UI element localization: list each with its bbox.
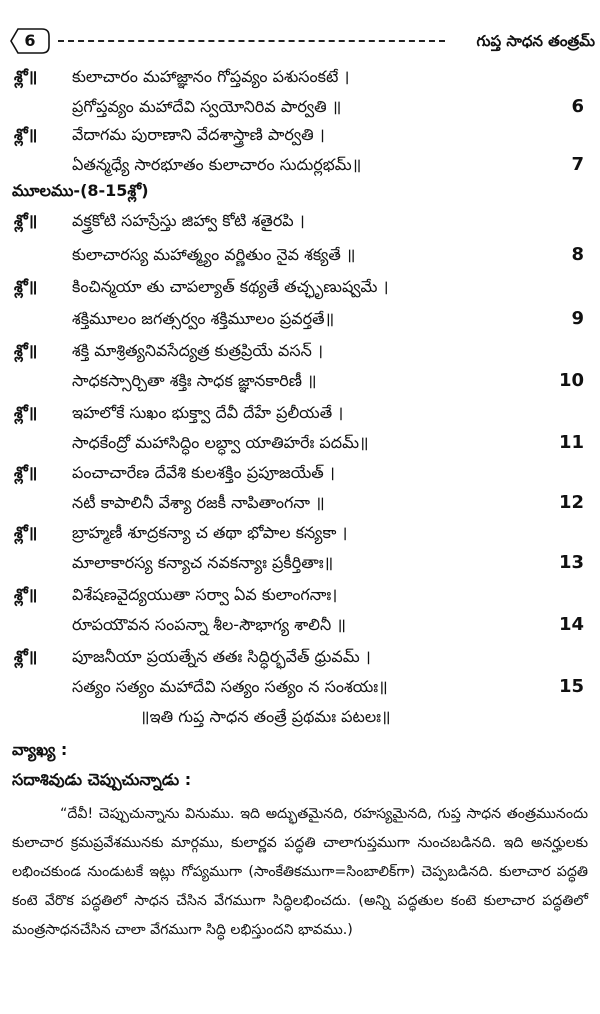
verse-text: మాలాకారస్య కన్యాచ నవకన్యాః ప్రకీర్తితాః॥ — [72, 553, 334, 572]
verse-marker: శ్లో॥ — [14, 211, 38, 230]
verse-text: ప్రగోప్తవ్యం మహాదేవి స్వయోనిరివ పార్వతి ॥ — [72, 97, 342, 116]
verse-text: సాధకేంద్రో మహాసిద్ధిం లబ్ధ్వా యాతిహరేః పదమ్॥ — [72, 433, 369, 452]
verse-line — [0, 580, 600, 610]
verse-text: శక్తి మాశ్రిత్యనివసేద్యత్ర కుత్రప్రియే వసన్ । — [72, 341, 324, 360]
verse-text: కించిన్మయా తు చాపల్యాత్ కథ్యతే తచ్ఛృణుష్వమే । — [72, 277, 389, 296]
verse-number: 13 — [558, 552, 584, 573]
verse-line — [0, 206, 600, 236]
verse-marker: శ్లో॥ — [14, 647, 38, 666]
verse-number: 10 — [558, 370, 584, 391]
verse-text: కులాచారస్య మహాత్మ్యం వర్ణితుం నైవ శక్యతే ॥ — [72, 245, 356, 264]
verse-text: సాధకస్సార్చితా శక్తిః సాధక జ్ఞానకారిణీ ॥ — [72, 371, 317, 390]
verse-line — [0, 518, 600, 548]
verse-text: ఏతన్మధ్యే సారభూతం కులాచారం సుదుర్లభమ్॥ — [72, 155, 362, 174]
verse-line — [0, 610, 600, 640]
verse-number: 11 — [558, 432, 584, 453]
header-dashed-rule — [58, 40, 445, 42]
verse-line — [0, 672, 600, 702]
commentary-speaker: సదాశివుడు చెప్పుచున్నాడు : — [12, 770, 192, 789]
verse-line — [0, 548, 600, 578]
verse-line — [0, 62, 600, 92]
verse-line — [0, 398, 600, 428]
verse-text: విశేషణవైద్యయుతా సర్వా ఏవ కులాంగనాః। — [72, 585, 338, 604]
verse-marker: శ్లో॥ — [14, 463, 38, 482]
verse-marker: శ్లో॥ — [14, 277, 38, 296]
page-number-badge — [10, 28, 50, 54]
verse-marker: శ్లో॥ — [14, 341, 38, 360]
verse-number: 6 — [571, 96, 584, 117]
verse-number: 12 — [558, 492, 584, 513]
verse-marker: శ్లో॥ — [14, 585, 38, 604]
verse-text: శక్తిమూలం జగత్సర్వం శక్తిమూలం ప్రవర్తతే॥ — [72, 309, 335, 328]
verse-text: బ్రాహ్మణీ శూద్రకన్యా చ తథా భోపాల కన్యకా । — [72, 523, 348, 542]
verse-text: రూపయౌవన సంపన్నా శీల-సౌభాగ్య శాలినీ ॥ — [72, 615, 346, 634]
verse-number: 8 — [571, 244, 584, 265]
page-number: 6 — [24, 31, 36, 50]
verse-line — [0, 272, 600, 302]
verse-text: పంచాచారేణ దేవేశి కులశక్తిం ప్రపూజయేత్ । — [72, 463, 335, 482]
verse-text: వక్త్రకోటి సహస్రేస్తు జిహ్వా కోటి శతైరపి । — [72, 211, 305, 230]
verse-marker: శ్లో॥ — [14, 403, 38, 422]
verse-marker: శ్లో॥ — [14, 67, 38, 86]
section-heading: మూలము-(8-15శ్లో) — [12, 181, 149, 200]
verse-line — [0, 304, 600, 334]
commentary-label: వ్యాఖ్య : — [12, 740, 68, 759]
verse-line — [0, 92, 600, 122]
chapter-colophon: ॥ఇతి గుప్త సాధన తంత్రే ప్రథమః పటలః॥ — [140, 707, 391, 726]
verse-text: కులాచారం మహాజ్ఞానం గోప్తవ్యం పశుసంకటే । — [72, 67, 350, 86]
verse-number: 14 — [558, 614, 584, 635]
commentary-body — [12, 800, 588, 945]
book-title: గుప్త సాధన తంత్రమ్ — [476, 32, 595, 50]
verse-number: 9 — [571, 308, 584, 329]
verse-line — [0, 336, 600, 366]
verse-text: సత్యం సత్యం మహాదేవి సత్యం సత్యం న సంశయః॥ — [72, 677, 388, 696]
verse-line — [0, 428, 600, 458]
verse-marker: శ్లో॥ — [14, 523, 38, 542]
commentary-paragraph: “దేవీ! చెప్పుచున్నాను వినుము. ఇది అద్భుతమైనది, రహస్యమైనది, గుప్త సాధన తంత్రమునందు కులాచార క్రమప్రవేశమునకు మార్గము, కులార్ణవ పద్ధతి చాలాగుప్తముగా నుంచబడినది. ఇది అనర్హులకు లభించకుండ నుండుటకే ఇట్లు గోప్యముగా (సాంకేతికముగా=సింబాలిక్‌గా) చెప్పబడినది. కులాచార పద్ధతి కంటె వేరొక పద్ధతిలో సాధన చేసిన వేగముగా సిద్ధిలభించదు. (అన్ని పద్ధతుల కంటె కులాచార పద్ధతిలో మంత్రసాధనచేసిన చాలా వేగముగా సిద్ధి లభిస్తుందని భావము.) — [12, 806, 588, 938]
verse-number: 7 — [571, 154, 584, 175]
verse-text: వేదాగమ పురాణాని వేదశాస్త్రాణి పార్వతి । — [72, 125, 325, 144]
page-header — [10, 28, 595, 54]
verse-text: నటీ కాపాలినీ వేశ్యా రజకీ నాపితాంగనా ॥ — [72, 493, 325, 512]
verse-line — [0, 120, 600, 150]
verse-text: పూజనీయా ప్రయత్నేన తతః సిద్ధిర్భవేత్ ధ్రువమ్ । — [72, 647, 371, 666]
verse-line — [0, 458, 600, 488]
verse-line — [0, 642, 600, 672]
verse-text: ఇహలోకే సుఖం భుక్త్వా దేవీ దేహే ప్రలీయతే । — [72, 403, 344, 422]
verse-marker: శ్లో॥ — [14, 125, 38, 144]
verse-number: 15 — [558, 676, 584, 697]
verse-line — [0, 240, 600, 270]
verse-line — [0, 366, 600, 396]
verse-line — [0, 488, 600, 518]
